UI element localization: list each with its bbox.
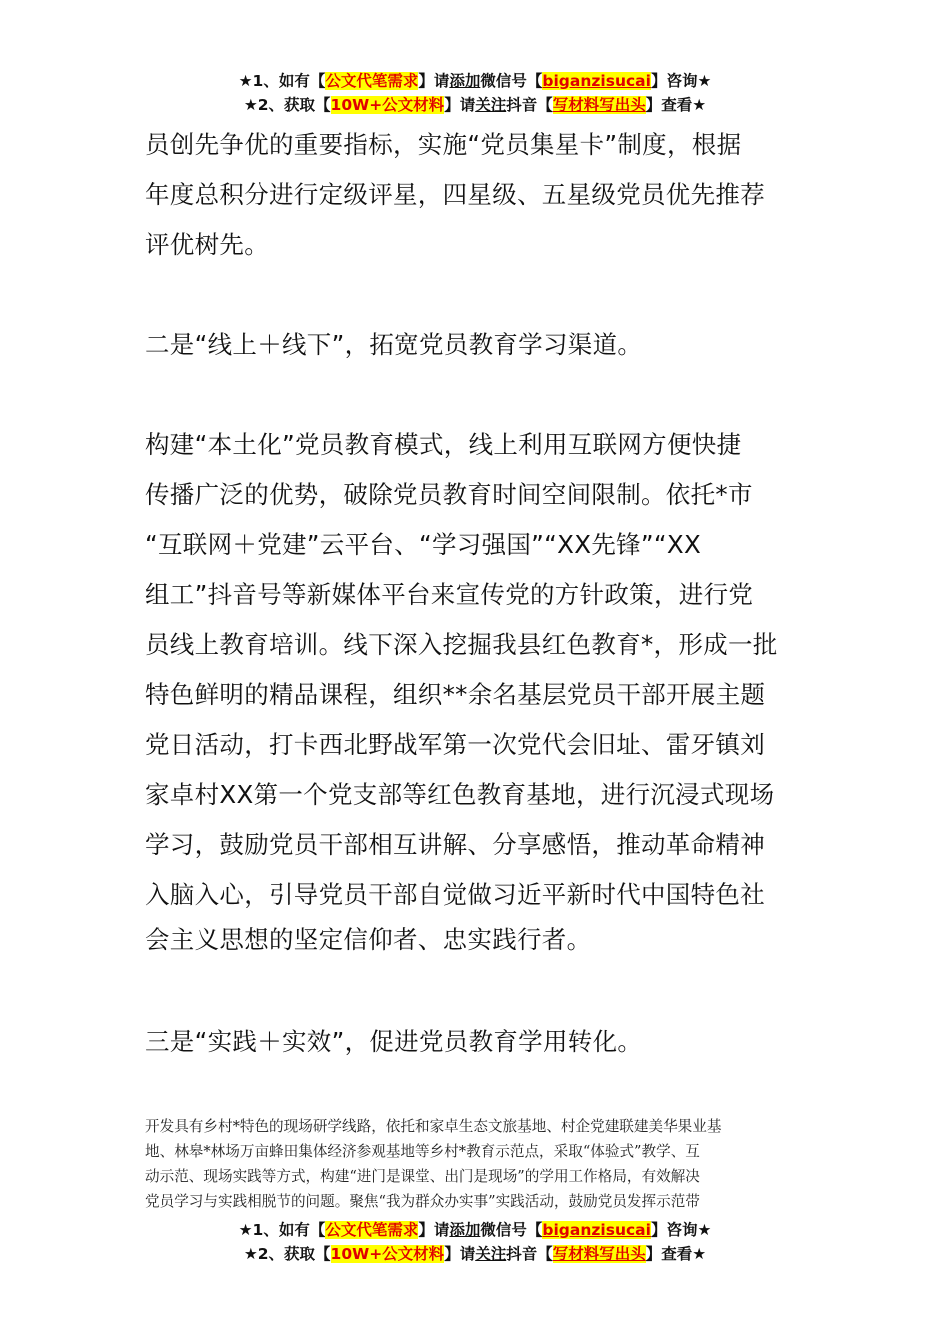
small-body-text-line: 开发具有乡村*特色的现场研学线路，依托和家卓生态文旅基地、村企党建联建美华果业基: [145, 1118, 722, 1135]
promo-banner-top-1: [0, 69, 950, 93]
banner-text: ★1、如有【: [238, 72, 326, 90]
banner-text: 】咨询★: [650, 1221, 712, 1239]
promo-banner-top-2: [0, 93, 950, 117]
body-text-line: 评优树先。: [145, 230, 269, 259]
banner-douyin-id: 写材料写出头: [552, 96, 646, 114]
banner-text: ★2、获取【: [243, 1245, 331, 1263]
small-body-text-line: 党员学习与实践相脱节的问题。聚焦“我为群众办实事”实践活动，鼓励党员发挥示范带: [145, 1193, 700, 1210]
body-text-line: 会主义思想的坚定信仰者、忠实践行者。: [145, 925, 592, 954]
banner-wechat-id: biganzisucai: [542, 1221, 651, 1239]
banner-underlined: 添加: [449, 72, 481, 90]
promo-banner-bottom-2: [0, 1242, 950, 1266]
body-text-line: 家卓村XX第一个党支部等红色教育基地，进行沉浸式现场: [145, 780, 775, 809]
banner-text: 】咨询★: [650, 72, 712, 90]
banner-text: ★1、如有【: [238, 1221, 326, 1239]
body-text-line: 入脑入心，引导党员干部自觉做习近平新时代中国特色社: [145, 880, 765, 909]
banner-text: 抖音【: [506, 1245, 553, 1263]
banner-wechat-id: biganzisucai: [542, 72, 651, 90]
body-text-line: 构建“本土化”党员教育模式，线上利用互联网方便快捷: [145, 430, 742, 459]
body-text-line: 员线上教育培训。线下深入挖掘我县红色教育*，形成一批: [145, 630, 778, 659]
banner-text: 抖音【: [506, 96, 553, 114]
banner-underlined: 关注: [475, 1245, 507, 1263]
promo-banner-bottom-1: [0, 1218, 950, 1242]
banner-highlight: 10W+公文材料: [330, 96, 445, 114]
body-text-line: 学习，鼓励党员干部相互讲解、分享感悟，推动革命精神: [145, 830, 765, 859]
small-body-text-line: 动示范、现场实践等方式，构建“进门是课堂、出门是现场”的学用工作格局，有效解决: [145, 1168, 700, 1185]
banner-text: 】请: [444, 96, 476, 114]
body-text-line: 组工”抖音号等新媒体平台来宣传党的方针政策，进行党: [145, 580, 754, 609]
section-heading: 二是“线上＋线下”，拓宽党员教育学习渠道。: [145, 330, 643, 359]
banner-text: 微信号【: [480, 1221, 543, 1239]
banner-text: 】请: [418, 1221, 450, 1239]
banner-text: 】查看★: [645, 1245, 707, 1263]
body-text-line: 员创先争优的重要指标，实施“党员集星卡”制度，根据: [145, 130, 742, 159]
body-text-line: 特色鲜明的精品课程，组织**余名基层党员干部开展主题: [145, 680, 766, 709]
banner-highlight: 公文代笔需求: [325, 72, 419, 90]
small-body-text-line: 地、林皋*林场万亩蜂田集体经济参观基地等乡村*教育示范点，采取“体验式”教学、互: [145, 1143, 700, 1160]
banner-text: 】查看★: [645, 96, 707, 114]
body-text-line: 传播广泛的优势，破除党员教育时间空间限制。依托*市: [145, 480, 753, 509]
banner-text: ★2、获取【: [243, 96, 331, 114]
banner-highlight: 10W+公文材料: [330, 1245, 445, 1263]
section-heading: 三是“实践＋实效”，促进党员教育学用转化。: [145, 1027, 643, 1056]
banner-text: 】请: [444, 1245, 476, 1263]
banner-underlined: 添加: [449, 1221, 481, 1239]
banner-douyin-id: 写材料写出头: [552, 1245, 646, 1263]
banner-underlined: 关注: [475, 96, 507, 114]
body-text-line: 党日活动，打卡西北野战军第一次党代会旧址、雷牙镇刘: [145, 730, 765, 759]
banner-text: 微信号【: [480, 72, 543, 90]
banner-text: 】请: [418, 72, 450, 90]
body-text-line: “互联网＋党建”云平台、“学习强国”“XX先锋”“XX: [145, 530, 702, 559]
banner-highlight: 公文代笔需求: [325, 1221, 419, 1239]
body-text-line: 年度总积分进行定级评星，四星级、五星级党员优先推荐: [145, 180, 765, 209]
